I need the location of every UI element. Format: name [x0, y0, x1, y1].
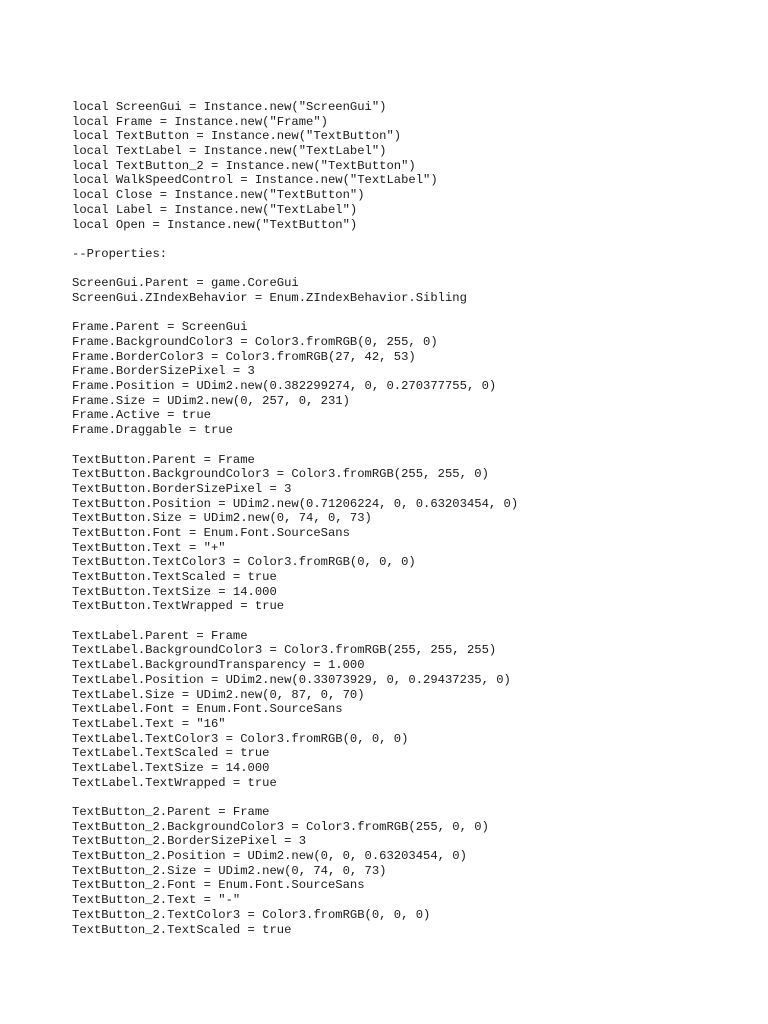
code-line: TextButton.Text = "+": [72, 540, 226, 555]
code-line: local TextLabel = Instance.new("TextLabel"): [72, 144, 387, 159]
code-line: Frame.BorderColor3 = Color3.fromRGB(27, 42, 53): [72, 349, 416, 364]
code-line: TextButton.Size = UDim2.new(0, 74, 0, 73): [72, 511, 372, 526]
code-line: TextButton.TextColor3 = Color3.fromRGB(0, 0, 0): [72, 555, 416, 570]
blank-line: [72, 614, 752, 629]
code-line: TextLabel.BackgroundTransparency = 1.000: [72, 658, 365, 673]
code-line: Frame.Size = UDim2.new(0, 257, 0, 231): [72, 393, 350, 408]
code-line: Frame.BackgroundColor3 = Color3.fromRGB(0, 255, 0): [72, 335, 438, 349]
code-line: TextButton_2.Parent = Frame: [72, 805, 270, 819]
code-line: TextLabel.BackgroundColor3 = Color3.fromRGB(255, 255, 255): [72, 643, 497, 658]
code-line: local WalkSpeedControl = Instance.new("TextLabel"): [72, 173, 438, 188]
code-line: TextButton.BackgroundColor3 = Color3.fromRGB(255, 255, 0): [72, 467, 489, 482]
code-line: TextLabel.TextSize = 14.000: [72, 760, 270, 775]
code-line: TextButton.Position = UDim2.new(0.71206224, 0, 0.63203454, 0): [72, 496, 519, 511]
code-line: TextButton.Parent = Frame: [72, 452, 255, 467]
code-line: TextButton.TextWrapped = true: [72, 599, 285, 614]
code-line: TextButton_2.Text = "-": [72, 893, 241, 908]
code-line: Frame.BorderSizePixel = 3: [72, 364, 255, 379]
code-line: TextButton_2.BorderSizePixel = 3: [72, 834, 307, 849]
code-line: TextButton_2.Position = UDim2.new(0, 0, 0.63203454, 0): [72, 849, 467, 864]
code-line: ScreenGui.ZIndexBehavior = Enum.ZIndexBehavior.Sibling: [72, 290, 467, 305]
code-line: TextLabel.Parent = Frame: [72, 628, 248, 643]
code-line: TextButton_2.TextColor3 = Color3.fromRGB(0, 0, 0): [72, 907, 431, 922]
code-line: TextButton.TextSize = 14.000: [72, 584, 277, 599]
blank-line: [72, 438, 752, 453]
code-line: TextLabel.TextColor3 = Color3.fromRGB(0, 0, 0): [72, 731, 409, 746]
code-line: local Open = Instance.new("TextButton"): [72, 217, 358, 232]
code-line: TextLabel.Position = UDim2.new(0.33073929, 0, 0.29437235, 0): [72, 672, 511, 687]
blank-line: [72, 232, 752, 247]
code-line: TextButton_2.Size = UDim2.new(0, 74, 0, 73): [72, 863, 387, 878]
code-line: TextLabel.TextWrapped = true: [72, 775, 277, 790]
code-listing: [72, 100, 752, 937]
code-line: local Label = Instance.new("TextLabel"): [72, 202, 358, 217]
code-line: local TextButton_2 = Instance.new("TextButton"): [72, 158, 416, 173]
code-line: local Frame = Instance.new("Frame"): [72, 114, 328, 129]
code-line: TextLabel.Size = UDim2.new(0, 87, 0, 70): [72, 687, 365, 702]
code-line: TextButton.Font = Enum.Font.SourceSans: [72, 525, 350, 540]
code-line: Frame.Position = UDim2.new(0.382299274, 0, 0.270377755, 0): [72, 379, 497, 394]
code-line: TextLabel.TextScaled = true: [72, 746, 270, 761]
code-line: TextLabel.Font = Enum.Font.SourceSans: [72, 702, 343, 717]
code-line: Frame.Draggable = true: [72, 423, 233, 438]
code-line: TextLabel.Text = "16": [72, 716, 226, 731]
code-line: local Close = Instance.new("TextButton"): [72, 188, 365, 203]
code-line: Frame.Active = true: [72, 408, 211, 423]
blank-line: [72, 262, 752, 277]
code-line: TextButton_2.TextScaled = true: [72, 922, 292, 937]
code-line: ScreenGui.Parent = game.CoreGui: [72, 276, 299, 291]
code-line: TextButton.BorderSizePixel = 3: [72, 481, 292, 496]
code-line: --Properties:: [72, 246, 168, 261]
code-line: Frame.Parent = ScreenGui: [72, 320, 248, 335]
blank-line: [72, 790, 752, 805]
code-line: TextButton.TextScaled = true: [72, 570, 277, 584]
code-line: local ScreenGui = Instance.new("ScreenGui"): [72, 100, 387, 114]
blank-line: [72, 306, 752, 321]
code-line: TextButton_2.BackgroundColor3 = Color3.fromRGB(255, 0, 0): [72, 819, 489, 834]
code-line: TextButton_2.Font = Enum.Font.SourceSans: [72, 878, 365, 893]
code-line: local TextButton = Instance.new("TextButton"): [72, 129, 402, 144]
